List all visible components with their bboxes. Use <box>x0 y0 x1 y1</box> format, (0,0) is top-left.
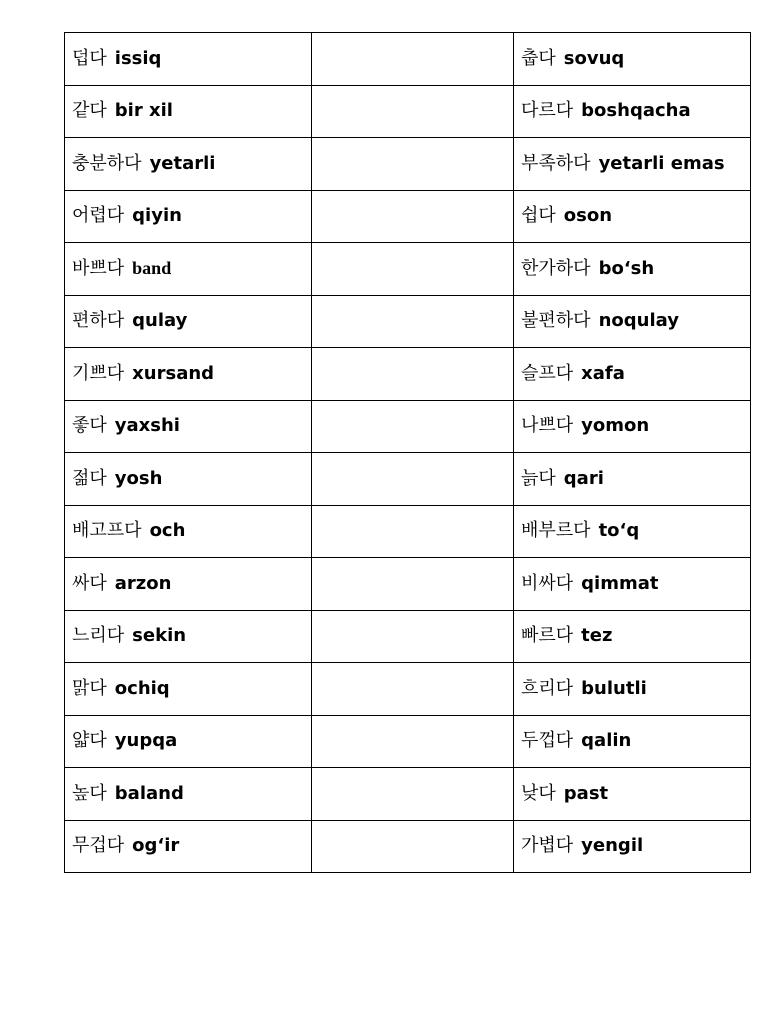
blank-cell <box>312 138 514 191</box>
word-cell-right <box>514 768 751 821</box>
blank-cell <box>312 85 514 138</box>
blank-cell <box>312 820 514 873</box>
word-cell-left <box>65 505 312 558</box>
word-cell-right <box>514 610 751 663</box>
word-cell-right <box>514 453 751 506</box>
korean-word: 높다 <box>72 782 107 804</box>
korean-word: 바쁘다 <box>72 258 125 280</box>
word-cell-left <box>65 715 312 768</box>
blank-cell <box>312 715 514 768</box>
korean-word: 두껍다 <box>521 730 574 752</box>
korean-word: 배부르다 <box>521 520 591 542</box>
blank-cell <box>312 243 514 296</box>
word-cell-left <box>65 190 312 243</box>
korean-word: 부족하다 <box>521 152 591 174</box>
korean-word: 슬프다 <box>521 362 574 384</box>
uzbek-translation: qari <box>563 467 604 489</box>
blank-cell <box>312 768 514 821</box>
word-cell-left <box>65 295 312 348</box>
uzbek-translation: yaxshi <box>114 415 180 437</box>
korean-word: 춥다 <box>521 47 556 69</box>
table-row <box>65 715 751 768</box>
uzbek-translation: qimmat <box>581 572 659 594</box>
korean-word: 불편하다 <box>521 310 591 332</box>
korean-word: 좋다 <box>72 415 107 437</box>
word-cell-left <box>65 85 312 138</box>
korean-word: 낮다 <box>521 782 556 804</box>
word-cell-right <box>514 505 751 558</box>
blank-cell <box>312 610 514 663</box>
blank-cell <box>312 453 514 506</box>
uzbek-translation: sekin <box>132 625 187 647</box>
uzbek-translation: yetarli emas <box>598 152 725 174</box>
uzbek-translation: issiq <box>114 47 162 69</box>
korean-word: 비싸다 <box>521 572 574 594</box>
table-row <box>65 243 751 296</box>
uzbek-translation: qiyin <box>132 205 182 227</box>
word-cell-right <box>514 295 751 348</box>
word-cell-right <box>514 715 751 768</box>
uzbek-translation: ochiq <box>114 677 170 699</box>
uzbek-translation: och <box>149 520 186 542</box>
word-cell-left <box>65 768 312 821</box>
word-cell-left <box>65 820 312 873</box>
blank-cell <box>312 400 514 453</box>
vocabulary-table <box>64 32 751 873</box>
uzbek-translation: baland <box>114 782 184 804</box>
table-row <box>65 558 751 611</box>
uzbek-translation: yengil <box>581 835 644 857</box>
uzbek-translation: boshqacha <box>581 100 691 122</box>
word-cell-left <box>65 243 312 296</box>
korean-word: 늙다 <box>521 467 556 489</box>
uzbek-translation: to‘q <box>598 520 640 542</box>
word-cell-left <box>65 453 312 506</box>
table-row <box>65 400 751 453</box>
korean-word: 젊다 <box>72 467 107 489</box>
korean-word: 나쁘다 <box>521 415 574 437</box>
word-cell-right <box>514 85 751 138</box>
uzbek-translation: band <box>132 258 172 279</box>
blank-cell <box>312 190 514 243</box>
blank-cell <box>312 558 514 611</box>
blank-cell <box>312 33 514 86</box>
korean-word: 덥다 <box>72 47 107 69</box>
word-cell-right <box>514 243 751 296</box>
vocabulary-table-body <box>65 33 751 873</box>
korean-word: 맑다 <box>72 677 107 699</box>
uzbek-translation: sovuq <box>563 47 625 69</box>
korean-word: 빠르다 <box>521 625 574 647</box>
uzbek-translation: bir xil <box>114 100 173 122</box>
korean-word: 흐리다 <box>521 677 574 699</box>
word-cell-right <box>514 33 751 86</box>
table-row <box>65 138 751 191</box>
uzbek-translation: bo‘sh <box>598 257 655 279</box>
korean-word: 가볍다 <box>521 835 574 857</box>
blank-cell <box>312 295 514 348</box>
word-cell-right <box>514 400 751 453</box>
word-cell-left <box>65 33 312 86</box>
korean-word: 같다 <box>72 100 107 122</box>
korean-word: 느리다 <box>72 625 125 647</box>
table-row <box>65 348 751 401</box>
uzbek-translation: noqulay <box>598 310 679 332</box>
uzbek-translation: og‘ir <box>132 835 180 857</box>
word-cell-left <box>65 348 312 401</box>
word-cell-right <box>514 558 751 611</box>
korean-word: 싸다 <box>72 572 107 594</box>
word-cell-left <box>65 663 312 716</box>
word-cell-left <box>65 558 312 611</box>
uzbek-translation: xursand <box>132 362 215 384</box>
uzbek-translation: xafa <box>581 362 625 384</box>
korean-word: 다르다 <box>521 100 574 122</box>
uzbek-translation: oson <box>563 205 613 227</box>
korean-word: 얇다 <box>72 730 107 752</box>
uzbek-translation: yupqa <box>114 730 178 752</box>
blank-cell <box>312 505 514 558</box>
word-cell-right <box>514 190 751 243</box>
word-cell-right <box>514 138 751 191</box>
korean-word: 배고프다 <box>72 520 142 542</box>
uzbek-translation: yetarli <box>149 152 216 174</box>
korean-word: 한가하다 <box>521 257 591 279</box>
word-cell-right <box>514 663 751 716</box>
uzbek-translation: qalin <box>581 730 632 752</box>
korean-word: 편하다 <box>72 310 125 332</box>
table-row <box>65 33 751 86</box>
blank-cell <box>312 663 514 716</box>
korean-word: 충분하다 <box>72 152 142 174</box>
word-cell-left <box>65 400 312 453</box>
word-cell-right <box>514 820 751 873</box>
korean-word: 기쁘다 <box>72 362 125 384</box>
table-row <box>65 505 751 558</box>
uzbek-translation: past <box>563 782 609 804</box>
word-cell-left <box>65 610 312 663</box>
table-row <box>65 453 751 506</box>
table-row <box>65 768 751 821</box>
korean-word: 무겁다 <box>72 835 125 857</box>
korean-word: 어렵다 <box>72 205 125 227</box>
uzbek-translation: tez <box>581 625 613 647</box>
word-cell-right <box>514 348 751 401</box>
uzbek-translation: arzon <box>114 572 172 594</box>
table-row <box>65 85 751 138</box>
uzbek-translation: yomon <box>581 415 650 437</box>
table-row <box>65 663 751 716</box>
table-row <box>65 190 751 243</box>
uzbek-translation: qulay <box>132 310 188 332</box>
uzbek-translation: bulutli <box>581 677 647 699</box>
korean-word: 쉽다 <box>521 205 556 227</box>
uzbek-translation: yosh <box>114 467 163 489</box>
word-cell-left <box>65 138 312 191</box>
table-row <box>65 610 751 663</box>
table-row <box>65 820 751 873</box>
table-row <box>65 295 751 348</box>
blank-cell <box>312 348 514 401</box>
